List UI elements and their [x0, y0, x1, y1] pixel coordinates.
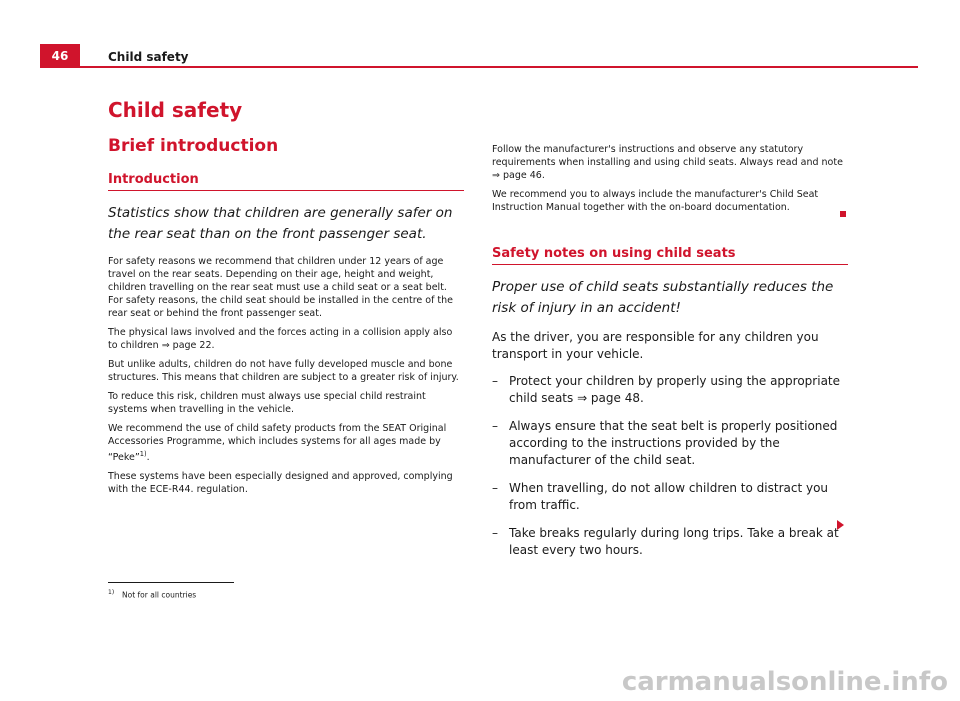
list-item-text: Protect your children by properly using the appropriate child seats ⇒ page 48. — [509, 374, 841, 405]
list-item — [492, 525, 848, 559]
continue-arrow-icon — [837, 520, 844, 530]
list-item-text: When travelling, do not allow children to distract you from traffic. — [509, 481, 829, 512]
list-item — [492, 480, 848, 514]
list-item-text: Take breaks regularly during long trips. Take a break at least every two hours. — [509, 526, 839, 557]
list-item — [492, 418, 848, 469]
end-of-section-icon — [840, 211, 846, 217]
footnote-text: Not for all countries — [122, 590, 197, 600]
footnote — [108, 589, 196, 600]
paragraph: We recommend you to always include the manufacturer's Child Seat Instruction Manual together with the on-board documentation. — [492, 189, 819, 213]
section-title: Brief introduction — [108, 136, 279, 156]
header-title: Child safety — [108, 50, 189, 64]
footnote-ref[interactable]: 1) — [139, 450, 147, 458]
subsection-title: Introduction — [108, 172, 464, 191]
bullet-dash: – — [492, 419, 498, 433]
safety-notes-title: Safety notes on using child seats — [492, 246, 848, 265]
header-rule — [80, 66, 918, 68]
bullet-dash: – — [492, 526, 498, 540]
left-column — [108, 98, 464, 502]
paragraph: To reduce this risk, children must always use special child restraint systems when travelling in the vehicle. — [108, 391, 426, 415]
right-column — [492, 143, 848, 570]
footnote-number: 1) — [108, 589, 115, 596]
intro-lead: Statistics show that children are generally safer on the rear seat than on the front passenger seat. — [108, 205, 453, 242]
list-item — [492, 373, 848, 407]
paragraph: The physical laws involved and the forces acting in a collision apply also to children ⇒ page 22. — [108, 327, 453, 351]
bullet-dash: – — [492, 374, 498, 388]
paragraph — [108, 422, 464, 464]
safety-lead: Proper use of child seats substantially reduces the risk of injury in an accident! — [492, 279, 834, 316]
footnote-rule — [108, 582, 234, 583]
page-number: 46 — [40, 44, 80, 68]
paragraph: As the driver, you are responsible for any children you transport in your vehicle. — [492, 330, 819, 361]
paragraph-end: . — [146, 452, 150, 464]
paragraph: For safety reasons we recommend that children under 12 years of age travel on the rear seats. Depending on their age, height and weight, children travelling on the rear seat must use a child seat or a seat belt. For safety reasons, the child seat should be installed in the centre of the rear seat or behind the front passenger seat. — [108, 256, 454, 319]
watermark: carmanualsonline.info — [621, 667, 948, 697]
paragraph: Follow the manufacturer's instructions and observe any statutory requirements when installing and using child seats. Always read and note ⇒ page 46. — [492, 144, 843, 181]
paragraph-text: We recommend the use of child safety products from the SEAT Original Accessories Programme, which includes systems for all ages made by “Peke” — [108, 423, 447, 464]
bullet-dash: – — [492, 481, 498, 495]
chapter-title: Child safety — [108, 98, 243, 122]
paragraph: But unlike adults, children do not have fully developed muscle and bone structures. This means that children are subject to a greater risk of injury. — [108, 359, 459, 383]
list-item-text: Always ensure that the seat belt is properly positioned according to the instructions provided by the manufacturer of the child seat. — [509, 419, 838, 467]
paragraph: These systems have been especially designed and approved, complying with the ECE-R44. regulation. — [108, 471, 453, 496]
bullet-list — [492, 373, 848, 559]
